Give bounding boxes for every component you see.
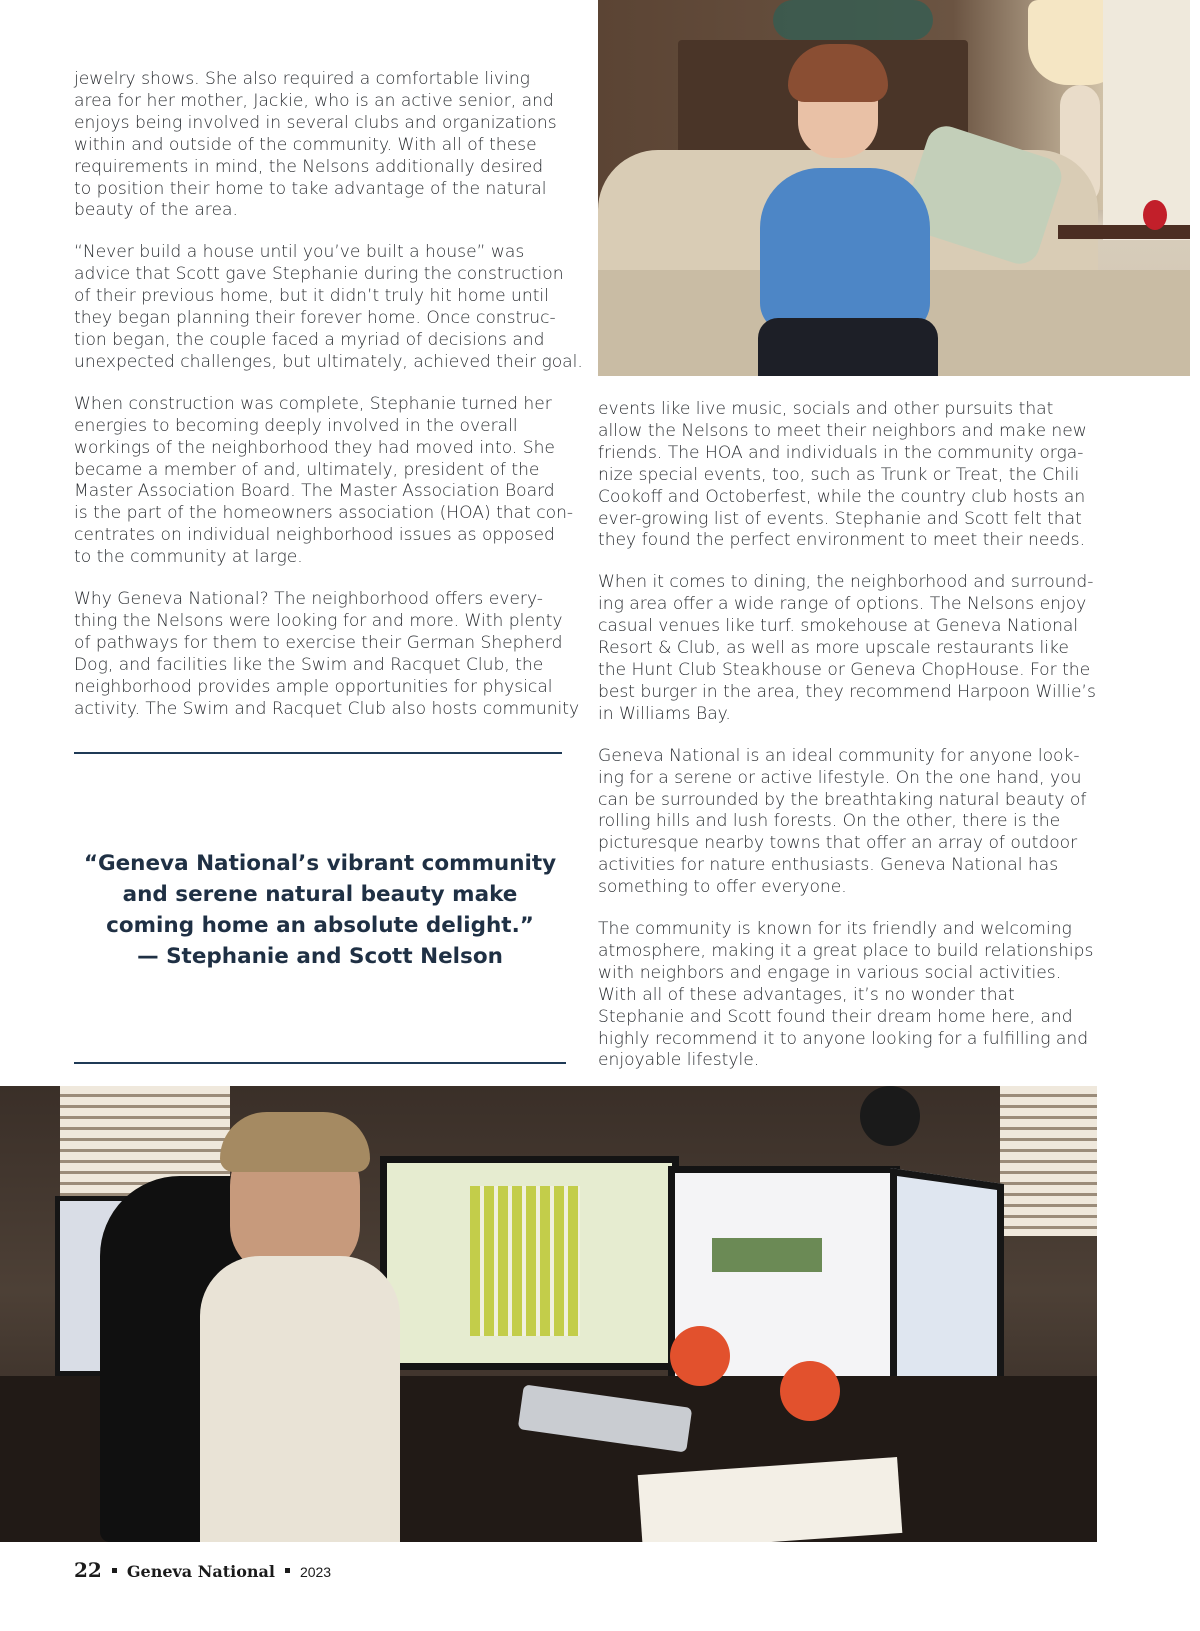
separator-dot-icon bbox=[285, 1568, 290, 1573]
separator-dot-icon bbox=[112, 1568, 117, 1573]
pull-quote bbox=[74, 848, 566, 972]
magazine-name: Geneva National bbox=[126, 1562, 275, 1581]
article-paragraph: jewelry shows. She also required a comfortable living area for her mother, Jackie, who is an active senior, and enjoys being involved in several clubs and organizations within and outside of the community. With all of these requirements in mind, the Nelsons additionally desired to position their home to take advantage of the natural beauty of the area. bbox=[74, 69, 557, 221]
article-paragraph: When construction was complete, Stephanie turned her energies to becoming deeply involved in the overall workings of the neighborhood they had moved into. She became a member of and, ultimately, president of the Master Association Board. The Master Association Board is the part of the homeowners association (HOA) that con- centrates on individual neighborhood issues as opposed to the community at large. bbox=[74, 393, 574, 568]
page-footer bbox=[74, 1558, 331, 1586]
article-column-left bbox=[74, 69, 584, 740]
page-number: 22 bbox=[74, 1558, 102, 1582]
pull-quote-line: and serene natural beauty make bbox=[122, 882, 518, 907]
pull-quote-line: “Geneva National’s vibrant community bbox=[83, 851, 557, 876]
article-paragraph: “Never build a house until you’ve built a house” was advice that Scott gave Stephanie during the construction of their previous home, but it didn’t truly hit home until they began planning their forever home. Once construc- tion began, the couple faced a myriad of decisions and unexpected challenges, but ultimately, achieved their goal. bbox=[74, 242, 583, 372]
pull-quote-line: coming home an absolute delight.” bbox=[106, 913, 534, 938]
photo-man-at-computer-desk bbox=[0, 1086, 1097, 1542]
article-paragraph: Why Geneva National? The neighborhood offers every- thing the Nelsons were looking for and more. With plenty of pathways for them to exercise their German Shepherd Dog, and facilities like the Swim and Racquet Club, the neighborhood provides ample opportunities for physical activity. The Swim and Racquet Club also hosts community bbox=[74, 589, 580, 719]
issue-year: 2023 bbox=[299, 1564, 332, 1580]
pull-quote-top-rule bbox=[74, 752, 562, 754]
photo-woman-on-sofa bbox=[598, 0, 1190, 376]
article-paragraph: The community is known for its friendly and welcoming atmosphere, making it a great place to build relationships with neighbors and engage in various social activities. With all of these advantages, it’s no wonder that Stephanie and Scott found their dream home here, and highly recommend it to anyone looking for a fulfilling and enjoyable lifestyle. bbox=[598, 919, 1094, 1071]
article-paragraph: Geneva National is an ideal community for anyone look- ing for a serene or active lifestyle. On the one hand, you can be surrounded by the breathtaking natural beauty of rolling hills and lush forests. On the other, there is the picturesque nearby towns that offer an array of outdoor activities for nature enthusiasts. Geneva National has something to offer everyone. bbox=[598, 745, 1087, 898]
pull-quote-attribution: — Stephanie and Scott Nelson bbox=[137, 944, 503, 969]
article-paragraph: When it comes to dining, the neighborhood and surround- ing area offer a wide range of options. The Nelsons enjoy casual venues like turf. smokehouse at Geneva National Resort & Club, as well as more upscale restaurants like the Hunt Club Steakhouse or Geneva ChopHouse. For the best burger in the area, they recommend Harpoon Willie’s in Williams Bay. bbox=[598, 572, 1096, 724]
article-column-right bbox=[598, 399, 1108, 1092]
pull-quote-bottom-rule bbox=[74, 1062, 566, 1064]
article-paragraph: events like live music, socials and other pursuits that allow the Nelsons to meet their neighbors and make new friends. The HOA and individuals in the community orga- nize special events, too, such as Trunk or Treat, the Chili Cookoff and Octoberfest, while the country club hosts an ever-growing list of events. Stephanie and Scott felt that they found the perfect environment to meet their needs. bbox=[598, 399, 1087, 551]
